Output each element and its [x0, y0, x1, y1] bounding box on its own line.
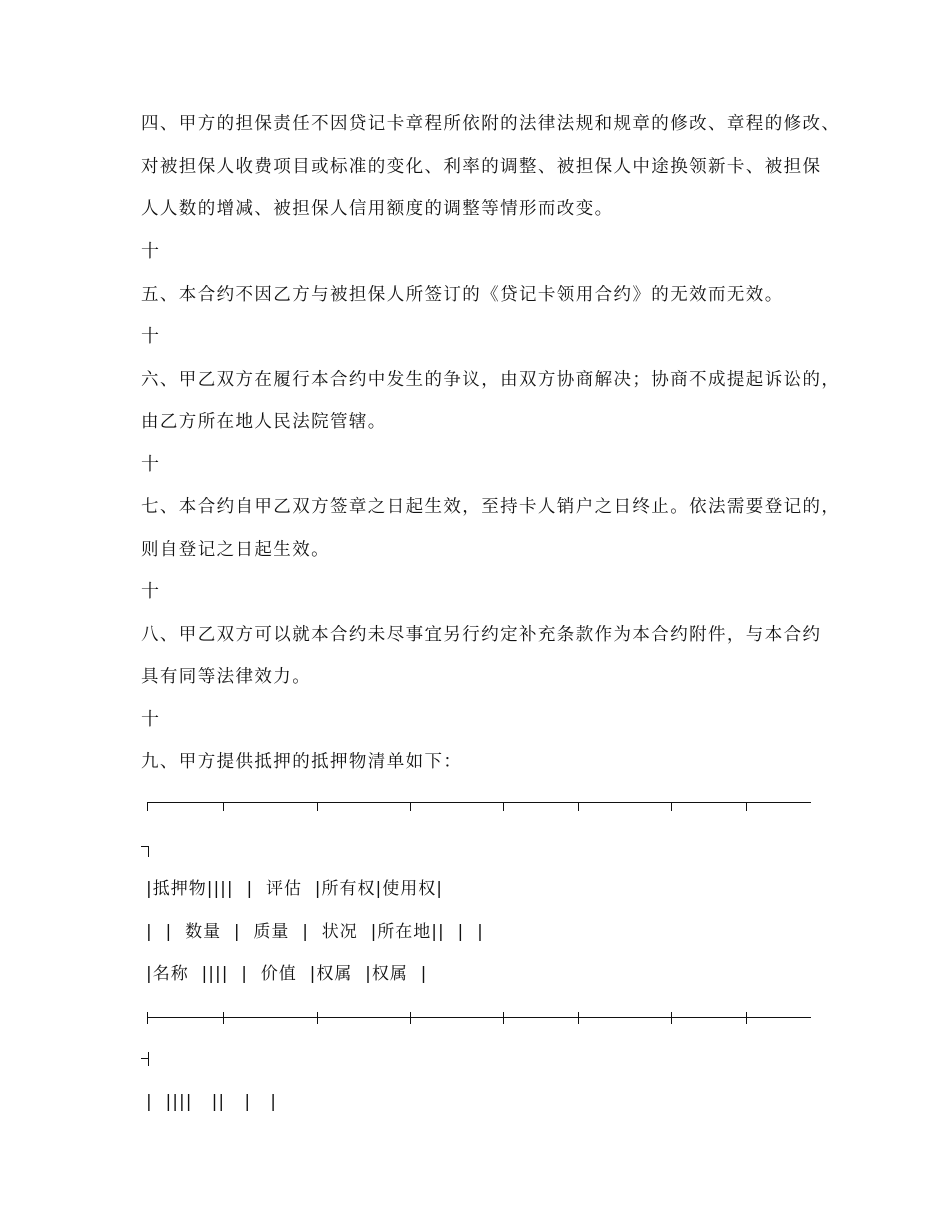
- table-corner-top-right: [141, 846, 148, 847]
- table-row: |抵押物|||| | 评估 |所有权|使用权|: [146, 879, 443, 899]
- clause-7-line-2: 则自登记之日起生效。: [141, 540, 330, 560]
- clause-4-line-2: 对被担保人收费项目或标准的变化、利率的调整、被担保人中途换领新卡、被担保: [141, 157, 822, 177]
- clause-6-line-1: 六、甲乙双方在履行本合约中发生的争议，由双方协商解决；协商不成提起诉讼的，: [141, 370, 841, 390]
- table-border-tick: [671, 802, 672, 811]
- table-border-tick: [410, 1012, 411, 1024]
- clause-4-line-3: 人人数的增减、被担保人信用额度的调整等情形而改变。: [141, 199, 614, 219]
- separator-mark: 十: [141, 581, 159, 602]
- clause-8-line-1: 八、甲乙双方可以就本合约未尽事宜另行约定补充条款作为本合约附件，与本合约: [141, 625, 822, 645]
- table-border-tick: [503, 802, 504, 811]
- separator-mark: 十: [141, 241, 159, 262]
- separator-mark: 十: [141, 326, 159, 347]
- table-row: |名称 |||| | 价值 |权属 |权属 |: [146, 964, 428, 984]
- table-border-tick: [317, 802, 318, 811]
- table-border-tick: [671, 1012, 672, 1024]
- clause-7-line-1: 七、本合约自甲乙双方签章之日起生效，至持卡人销户之日终止。依法需要登记的，: [141, 497, 841, 517]
- clause-4-line-1: 四、甲方的担保责任不因贷记卡章程所依附的法律法规和规章的修改、章程的修改、: [141, 114, 841, 134]
- clause-6-line-2: 由乙方所在地人民法院管辖。: [141, 412, 387, 432]
- table-border-tick: [746, 802, 747, 811]
- table-row: | | 数量 | 质量 | 状况 |所在地|| | |: [146, 922, 484, 942]
- table-border-tick: [223, 802, 224, 811]
- separator-mark: 十: [141, 454, 159, 475]
- table-border-tick: [147, 1012, 148, 1024]
- table-corner-mid-right: [141, 1058, 148, 1059]
- clause-9-line-1: 九、甲方提供抵押的抵押物清单如下：: [141, 752, 463, 772]
- table-border-tick: [223, 1012, 224, 1024]
- table-row: | |||| || | |: [146, 1092, 277, 1112]
- clause-5-line-1: 五、本合约不因乙方与被担保人所签订的《贷记卡领用合约》的无效而无效。: [141, 285, 784, 305]
- table-border-tick: [503, 1012, 504, 1024]
- separator-mark: 十: [141, 709, 159, 730]
- table-border-tick: [578, 802, 579, 811]
- table-top-border: [147, 802, 811, 803]
- table-corner-top-right: [148, 846, 149, 857]
- table-mid-border: [147, 1017, 811, 1018]
- table-border-tick: [147, 802, 148, 811]
- table-corner-mid-right: [148, 1052, 149, 1066]
- table-border-tick: [317, 1012, 318, 1024]
- clause-8-line-2: 具有同等法律效力。: [141, 667, 312, 687]
- table-border-tick: [410, 802, 411, 811]
- table-border-tick: [746, 1012, 747, 1024]
- table-border-tick: [578, 1012, 579, 1024]
